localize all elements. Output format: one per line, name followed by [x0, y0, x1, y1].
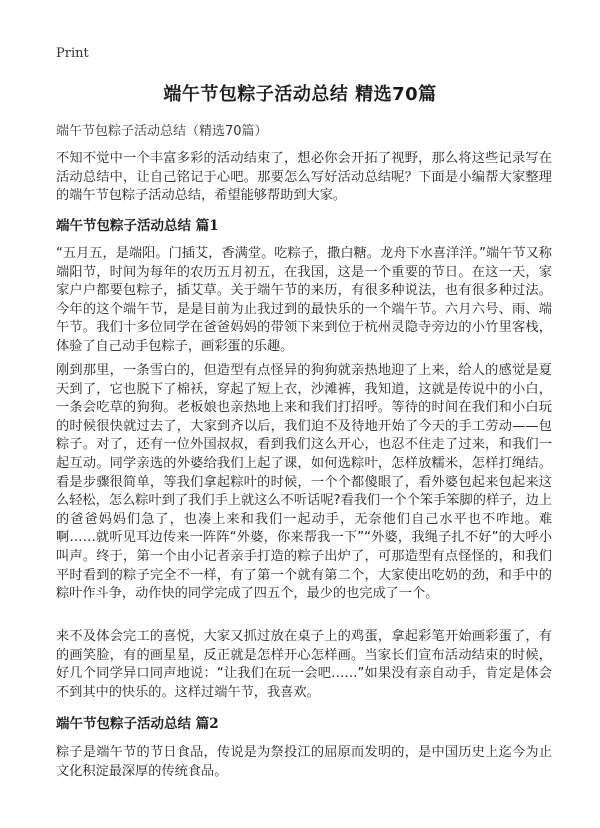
section-heading-2: 端午节包粽子活动总结 篇2: [56, 716, 219, 732]
print-link[interactable]: Print: [56, 46, 89, 61]
section1-paragraph-1: “五月五，是端阳。门插艾，香满堂。吃粽子，撒白糖。龙舟下水喜洋洋。”端午节又称端阳节，时间为每年的农历五月初五，在我国，这是一个重要的节日。在这一天，家家户户都要包粽子，插艾草。关于端午节的来历，有很多种说法，也有很多种过法。今年的这个端午节，是是目前为止我过到的最快乐的一个端午节。六月六号、雨、端午节。我们十多位同学在爸爸妈妈的带领下来到位于杭州灵隐寺旁边的小竹里客栈，体验了自己动手包粽子，画彩蛋的乐趣。: [56, 246, 552, 354]
page-subtitle: 端午节包粽子活动总结（精选70篇）: [56, 124, 268, 139]
page-title: 端午节包粽子活动总结 精选70篇: [163, 84, 437, 105]
intro-paragraph: 不知不觉中一个丰富多彩的活动结束了，想必你会开拓了视野，那么将这些记录写在活动总结中，让自己铭记于心吧。那要怎么写好活动总结呢？下面是小编帮大家整理的端午节包粽子活动总结，希望能够帮助到大家。: [56, 151, 552, 204]
section1-paragraph-3: 来不及体会完工的喜悦，大家又抓过放在桌子上的鸡蛋，拿起彩笔开始画彩蛋了，有的画笑脸，有的画星星，反正就是怎样开心怎样画。当家长们宣布活动结束的时候，好几个同学异口同声地说：“让我们在玩一会吧……”如果没有亲自动手，肯定是体会不到其中的快乐的。这样过端午节，我喜欢。: [56, 629, 552, 700]
section2-paragraph-1: 粽子是端午节的节日食品，传说是为祭投江的屈原而发明的，是中国历史上迄今为止文化积淀最深厚的传统食品。: [56, 745, 552, 779]
section-heading-1: 端午节包粽子活动总结 篇1: [56, 218, 219, 234]
section1-paragraph-2: 刚到那里，一条雪白的，但造型有点怪异的狗狗就亲热地迎了上来，给人的感觉是夏天到了，它也脱下了棉袄，穿起了短上衣，沙滩裤，我知道，这就是传说中的小白，一条会吃草的狗狗。老板娘也亲热地上来和我们打招呼。等待的时间在我们和小白玩的时候很快就过去了，大家到齐以后，我们迫不及待地开始了今天的手工劳动——包粽子。对了，还有一位外国叔叔，看到我们这么开心，也忍不住走了过来，和我们一起互动。同学亲选的外婆给我们上起了课，如何选粽叶，怎样放糯米，怎样打绳结。看是步骤很简单，等我们拿起粽叶的时候，一个个都傻眼了，看外婆包起来包起来这么轻松，怎么粽叶到了我们手上就这么不听话呢?看我们一个个笨手笨脚的样子，边上的爸爸妈妈们急了，也凑上来和我们一起动手，无奈他们自己水平也不咋地。难啊……就听见耳边传来一阵阵“外婆，你来帮我一下”“外婆，我绳子扎不好”的大呼小叫声。终于，第一个由小记者亲手打造的粽子出炉了，可那造型有点怪怪的，和我们平时看到的粽子完全不一样，有了第一个就有第二个，大家使出吃奶的劲，和手中的粽叶作斗争，动作快的同学完成了四五个，最少的也完成了一个。: [56, 363, 552, 602]
